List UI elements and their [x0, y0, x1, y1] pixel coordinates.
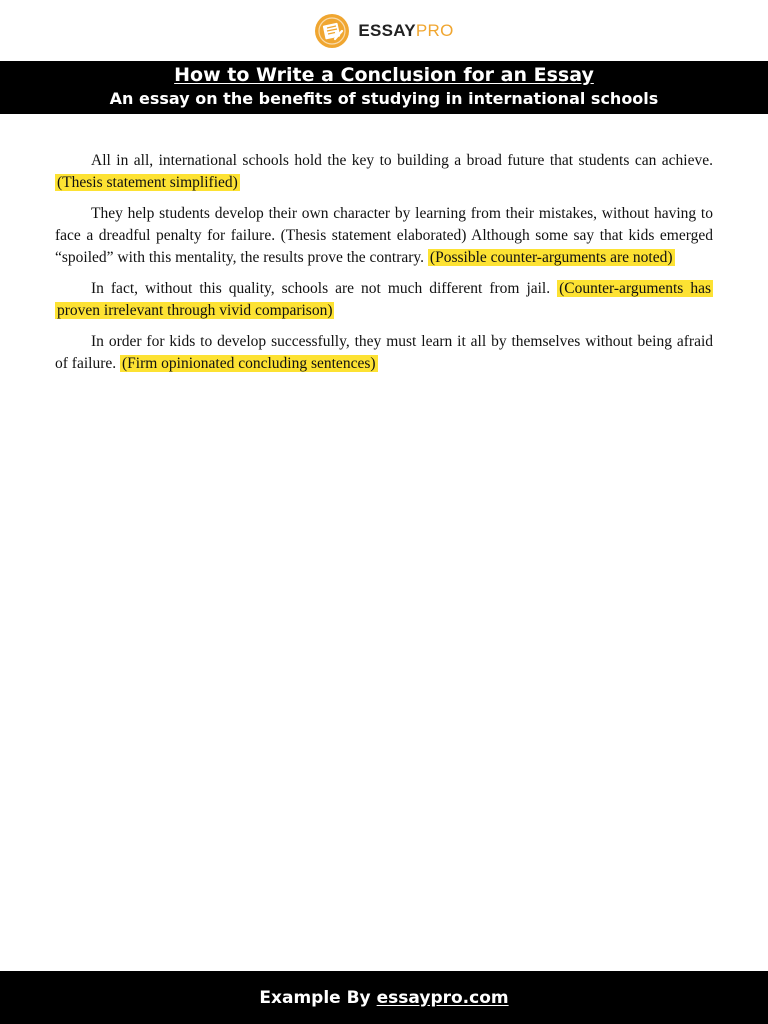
- footer-band: [0, 971, 768, 1024]
- brand-name: [358, 21, 453, 41]
- paragraph-text: In fact, without this quality, schools are not much different from jail.: [91, 280, 558, 297]
- page-subtitle: An essay on the benefits of studying in international schools: [109, 89, 659, 108]
- page-title: How to Write a Conclusion for an Essay: [174, 64, 594, 86]
- paragraph-2: [55, 203, 713, 269]
- paragraph-4: [55, 331, 713, 375]
- highlighted-annotation: (Firm opinionated concluding sentences): [121, 355, 376, 372]
- paragraph-text: They help students develop their own character by learning from their mistakes, without having to face a dreadful penalty for failure. (Thesis statement elaborated) Although some say that kids emerged “spoiled” with this mentality, the results prove the contrary.: [55, 205, 713, 266]
- header-band: [0, 61, 768, 114]
- brand-name-main: ESSAY: [358, 21, 416, 40]
- paragraph-3: [55, 278, 713, 322]
- essay-body: [55, 150, 713, 384]
- highlighted-annotation: (Counter-arguments has proven irrelevant through vivid comparison): [57, 280, 711, 319]
- brand-name-accent: PRO: [415, 21, 454, 40]
- footer-prefix: Example By: [259, 987, 371, 1008]
- paragraph-text: In order for kids to develop successfully, they must learn it all by themselves without being afraid of failure.: [55, 333, 713, 372]
- pen-paper-icon: [314, 13, 350, 49]
- paragraph-text: All in all, international schools hold the key to building a broad future that students can achieve.: [91, 152, 713, 169]
- footer-link[interactable]: essaypro.com: [376, 987, 509, 1008]
- highlighted-annotation: (Thesis statement simplified): [57, 174, 238, 191]
- paragraph-1: [55, 150, 713, 194]
- brand-logo: [0, 12, 768, 50]
- highlighted-annotation: (Possible counter-arguments are noted): [429, 249, 673, 266]
